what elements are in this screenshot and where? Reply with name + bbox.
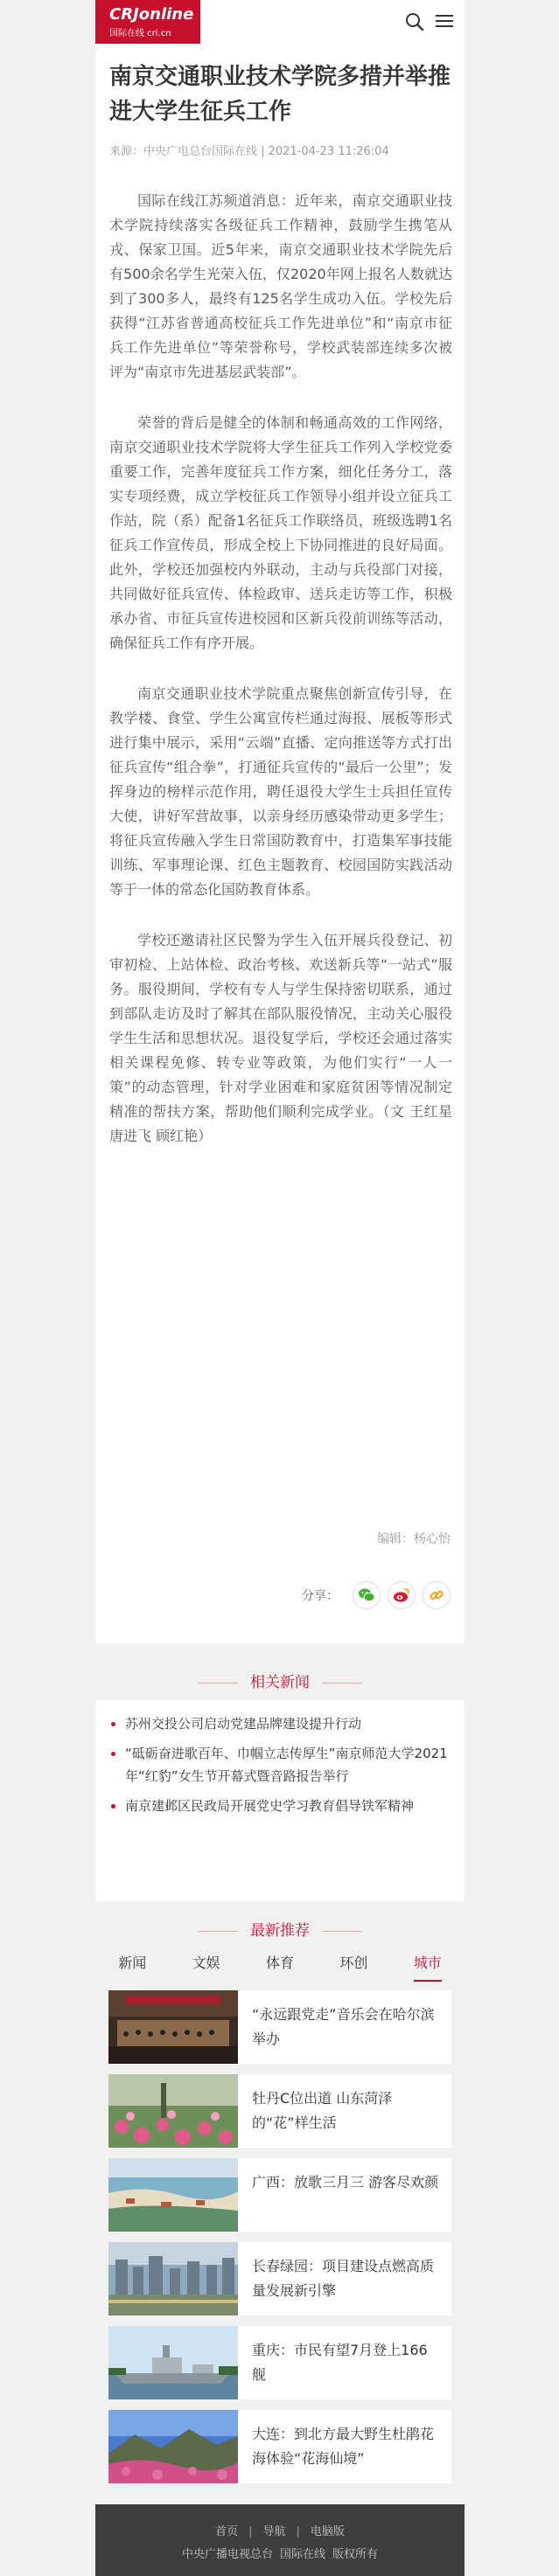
tab-entertainment[interactable]: 文娱 xyxy=(192,1955,220,1971)
related-news-title[interactable]: “砥砺奋进歌百年、巾帼立志传厚生”南京师范大学2021年“红豹”女生节开幕式暨音路报告举行 xyxy=(125,1746,448,1784)
footer-link-desktop[interactable]: 电脑版 xyxy=(310,2525,345,2538)
tab-city[interactable]: 城市 xyxy=(414,1952,442,1982)
wechat-share-icon[interactable] xyxy=(353,1581,381,1609)
related-news-item[interactable] xyxy=(109,1712,451,1735)
recommend-card-title[interactable]: 大连：到北方最大野生杜鹃花海体验“花海仙境” xyxy=(252,2426,435,2467)
site-logo[interactable] xyxy=(95,0,200,44)
footer-copyright-org: 中央广播电视总台 xyxy=(181,2548,273,2561)
article-body xyxy=(109,189,452,1175)
weibo-share-icon[interactable] xyxy=(388,1581,416,1609)
peony-thumbnail[interactable] xyxy=(108,2074,238,2148)
tab-sports[interactable]: 体育 xyxy=(265,1955,294,1971)
guangxi-thumbnail[interactable] xyxy=(108,2158,238,2232)
recommend-heading xyxy=(95,1918,465,1940)
article-paragraph: 南京交通职业技术学院重点聚焦创新宣传引导，在教学楼、食堂、学生公寓宣传栏通过海报、展板等形式进行集中展示，采用“云端”直播、定向推送等方式打出征兵宣传“组合拳”，打通征兵宣传的“最后一公里”；发挥身边的榜样示范作用，聘任退役大学生士兵担任宣传大使，讲好军营故事，以亲身经历感染带动更多学生；将征兵宣传融入学生日常国防教育中，打造集军事技能训练、军事理论课、红色主题教育、校园国防实践活动等于一体的常态化国防教育体系。 xyxy=(109,685,452,898)
footer-copyright xyxy=(95,2545,465,2561)
search-icon[interactable] xyxy=(403,10,426,33)
footer-copyright-text: 版权所有 xyxy=(332,2548,379,2561)
recommend-card[interactable] xyxy=(108,2410,451,2483)
footer-copyright-site: 国际在线 xyxy=(279,2548,325,2561)
recommend-card[interactable] xyxy=(108,2326,451,2399)
tab-news[interactable]: 新闻 xyxy=(118,1955,147,1971)
related-heading-text: 相关新闻 xyxy=(250,1674,310,1691)
recommend-card-title[interactable]: 重庆：市民有望7月登上166舰 xyxy=(252,2342,428,2383)
logo-main-text: CRJonline xyxy=(109,5,194,24)
logo-sub-text: 国际在线 cri.cn xyxy=(109,29,171,38)
copy-link-icon[interactable] xyxy=(423,1581,451,1609)
article-paragraph: 国际在线江苏频道消息：近年来，南京交通职业技术学院持续落实各级征兵工作精神，鼓励学生携笔从戎、保家卫国。近5年来，南京交通职业技术学院先后有500余名学生光荣入伍，仅2020年网上报名人数就达到了300多人，最终有125名学生成功入伍。学校先后获得“江苏省普通高校征兵工作先进单位”和“南京市征兵工作先进单位”等荣誉称号，学校武装部连续多次被评为“南京市先进基层武装部”。 xyxy=(109,192,452,380)
related-news-title[interactable]: 南京建邺区民政局开展党史学习教育倡导铁军精神 xyxy=(125,1798,415,1814)
hamburger-menu-icon[interactable] xyxy=(433,11,456,32)
article-paragraph: 学校还邀请社区民警为学生入伍开展兵役登记、初审初检、上站体检、政治考核、欢送新兵等“一站式”服务。服役期间，学校有专人与学生保持密切联系，通过到部队走访及时了解其在部队服役情况，主动关心服役学生生活和思想状况。退役复学后，学校还会通过落实相关课程免修、转专业等政策，为他们实行“一人一策”的动态管理，针对学业困难和家庭贫困等情况制定精准的帮扶方案，帮助他们顺利完成学业。（文 王红星 唐进飞 顾红艳） xyxy=(109,932,452,1144)
article-title: 南京交通职业技术学院多措并举推进大学生征兵工作 xyxy=(109,64,451,125)
dalian-azalea-thumbnail[interactable] xyxy=(108,2410,238,2483)
recommend-tabs xyxy=(95,1952,465,1982)
recommend-card-title[interactable]: 长春绿园：项目建设点燃高质量发展新引擎 xyxy=(252,2258,435,2299)
article-paragraph: 荣誉的背后是健全的体制和畅通高效的工作网络，南京交通职业技术学院将大学生征兵工作列入学校党委重要工作，完善年度征兵工作方案，细化任务分工，落实专项经费，成立学校征兵工作领导小组并设立征兵工作站，院（系）配备1名征兵工作联络员，班级选聘1名征兵工作宣传员，形成全校上下协同推进的良好局面。此外，学校还加强校内外联动，主动与兵役部门对接，共同做好征兵宣传、体检政审、送兵走访等工作，积极承办省、市征兵宣传进校园和区新兵役前训练等活动，确保征兵工作有序开展。 xyxy=(109,414,452,651)
recommend-heading-text: 最新推荐 xyxy=(250,1922,310,1940)
related-heading xyxy=(95,1670,465,1691)
related-news-list xyxy=(95,1700,465,1901)
article-container xyxy=(95,44,465,1643)
recommend-card-title[interactable]: “永远跟党走”音乐会在哈尔滨举办 xyxy=(252,2006,435,2047)
related-news-title[interactable]: 苏州交投公司启动党建品牌建设提升行动 xyxy=(125,1716,362,1732)
share-label: 分享： xyxy=(302,1589,339,1603)
article-meta: 来源：中央广电总台国际在线 | 2021-04-23 11:26:04 xyxy=(109,145,389,158)
recommend-card[interactable] xyxy=(108,1990,451,2064)
recommend-card[interactable] xyxy=(108,2242,451,2316)
article-editor: 编辑：杨心怡 xyxy=(377,1532,451,1546)
recommend-card[interactable] xyxy=(108,2158,451,2232)
share-bar xyxy=(302,1580,451,1610)
recommend-card[interactable] xyxy=(108,2074,451,2148)
footer-link-home[interactable]: 首页 xyxy=(215,2525,239,2538)
tab-environment[interactable]: 环创 xyxy=(339,1955,368,1971)
footer-link-nav[interactable]: 导航 xyxy=(262,2525,286,2538)
site-header xyxy=(95,0,465,44)
related-news-item[interactable] xyxy=(109,1795,451,1817)
recommend-card-title[interactable]: 牡丹C位出道 山东菏泽的“花”样生活 xyxy=(252,2090,393,2131)
related-news-item[interactable] xyxy=(109,1742,451,1788)
site-footer xyxy=(95,2504,465,2576)
changchun-thumbnail[interactable] xyxy=(108,2242,238,2316)
concert-thumbnail[interactable] xyxy=(108,1990,238,2064)
footer-links: 首页 | 导航 | 电脑版 xyxy=(215,2525,345,2538)
recommend-card-title[interactable]: 广西：放歌三月三 游客尽欢颜 xyxy=(252,2174,439,2191)
chongqing-ship-thumbnail[interactable] xyxy=(108,2326,238,2399)
